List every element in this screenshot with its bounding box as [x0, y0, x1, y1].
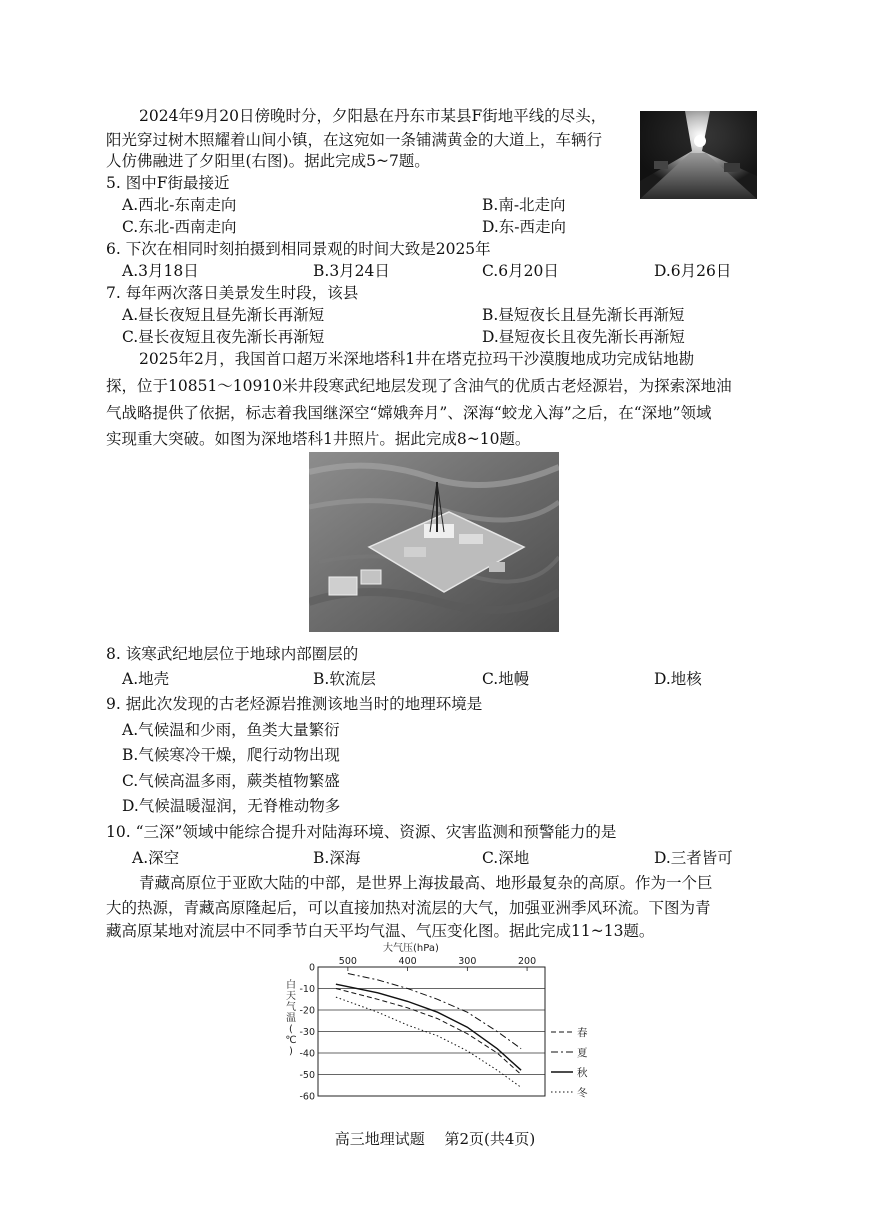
temperature-pressure-chart: [283, 940, 603, 1106]
q10-option-d[interactable]: D.三者皆可: [654, 849, 733, 867]
q7-option-d[interactable]: D.昼短夜长且夜先渐长再渐短: [482, 328, 685, 346]
chart-lines: [336, 974, 521, 1088]
q6-option-c[interactable]: C.6月20日: [482, 262, 559, 280]
y-axis-label-char: 白: [286, 980, 296, 991]
q6-option-a[interactable]: A.3月18日: [122, 262, 199, 280]
q9-option-c[interactable]: C.气候高温多雨，蕨类植物繁盛: [122, 772, 340, 790]
q6-stem: 6. 下次在相同时刻拍摄到相同景观的时间大致是2025年: [106, 240, 491, 258]
y-tick-label: -40: [299, 1048, 315, 1060]
x-tick-label: 500: [338, 956, 357, 967]
series-line-4: [336, 997, 521, 1087]
page-footer: 高三地理试题 第2页(共4页): [334, 1130, 536, 1148]
y-axis-label-char: 天: [286, 991, 296, 1002]
q5-option-d[interactable]: D.东-西走向: [482, 218, 567, 236]
legend-label-2: 夏: [577, 1047, 588, 1059]
q6-option-b[interactable]: B.3月24日: [313, 262, 390, 280]
y-tick-label: 0: [308, 962, 315, 974]
y-tick-label: -60: [299, 1091, 315, 1103]
passage-2-line-2: 探，位于10851～10910米井段寒武纪地层发现了含油气的优质古老烃源岩，为探索深地油: [106, 377, 732, 395]
y-tick-label: -20: [299, 1005, 315, 1017]
q10-option-b[interactable]: B.深海: [313, 849, 361, 867]
passage-2-line-4: 实现重大突破。如图为深地塔科1井照片。据此完成8~10题。: [106, 430, 531, 448]
q7-option-b[interactable]: B.昼短夜长且昼先渐长再渐短: [482, 306, 685, 324]
q7-option-c[interactable]: C.昼长夜短且夜先渐长再渐短: [122, 328, 325, 346]
q8-option-c[interactable]: C.地幔: [482, 670, 530, 688]
y-axis-label-char: (: [289, 1024, 293, 1035]
y-axis-label-char: ): [289, 1046, 293, 1057]
q9-stem: 9. 据此次发现的古老烃源岩推测该地当时的地理环境是: [106, 695, 483, 713]
x-tick-label: 300: [458, 956, 477, 967]
series-line-3: [336, 984, 521, 1070]
q5-option-b[interactable]: B.南-北走向: [482, 196, 566, 214]
q9-option-b[interactable]: B.气候寒冷干燥，爬行动物出现: [122, 746, 340, 764]
y-axis-label-char: ℃: [285, 1035, 297, 1046]
passage-2-line-3: 气战略提供了依据，标志着我国继深空“嫦娥奔月”、深海“蛟龙入海”之后，在“深地”领域: [106, 404, 712, 422]
q7-stem: 7. 每年两次落日美景发生时段，该县: [106, 284, 359, 302]
passage-3-line-1: 青藏高原位于亚欧大陆的中部，是世界上海拔最高、地形最复杂的高原。作为一个巨: [139, 874, 713, 892]
q10-option-c[interactable]: C.深地: [482, 849, 530, 867]
legend-label-1: 春: [577, 1027, 588, 1039]
legend-label-4: 冬: [577, 1087, 588, 1099]
passage-1-line-3: 人仿佛融进了夕阳里(右图)。据此完成5~7题。: [106, 152, 430, 170]
q8-stem: 8. 该寒武纪地层位于地球内部圈层的: [106, 645, 359, 663]
q10-stem: 10. “三深”领域中能综合提升对陆海环境、资源、灾害监测和预警能力的是: [106, 823, 617, 841]
q8-option-d[interactable]: D.地核: [654, 670, 702, 688]
passage-3-line-3: 藏高原某地对流层中不同季节白天平均气温、气压变化图。据此完成11~13题。: [106, 922, 655, 940]
drilling-well-aerial-photo: [309, 452, 559, 632]
y-axis-label-char: 温: [286, 1013, 296, 1024]
q8-option-a[interactable]: A.地壳: [122, 670, 170, 688]
y-tick-label: -10: [299, 984, 315, 995]
q6-option-d[interactable]: D.6月26日: [654, 262, 732, 280]
passage-3-line-2: 大的热源，青藏高原隆起后，可以直接加热对流层的大气，加强亚洲季风环流。下图为青: [106, 899, 711, 917]
q9-option-a[interactable]: A.气候温和少雨，鱼类大量繁衍: [122, 721, 340, 739]
x-tick-label: 200: [518, 956, 537, 967]
q5-option-a[interactable]: A.西北-东南走向: [122, 196, 237, 214]
q7-option-a[interactable]: A.昼长夜短且昼先渐长再渐短: [122, 306, 325, 324]
q5-stem: 5. 图中F街最接近: [106, 174, 230, 192]
passage-1-line-1: 2024年9月20日傍晚时分，夕阳悬在丹东市某县F街地平线的尽头，: [139, 107, 607, 125]
q9-option-d[interactable]: D.气候温暖湿润，无脊椎动物多: [122, 797, 341, 815]
legend-label-3: 秋: [577, 1067, 588, 1079]
chart-legend: [551, 1026, 588, 1099]
sunset-street-photo: [640, 111, 757, 199]
passage-1-line-2: 阳光穿过树木照耀着山间小镇，在这宛如一条铺满黄金的大道上，车辆行: [106, 131, 603, 149]
x-axis-label: 大气压(hPa): [383, 943, 439, 954]
q5-option-c[interactable]: C.东北-西南走向: [122, 218, 237, 236]
q10-option-a[interactable]: A.深空: [132, 849, 180, 867]
y-axis-label: [285, 978, 296, 1057]
chart-grid: [318, 967, 545, 1096]
q8-option-b[interactable]: B.软流层: [313, 670, 376, 688]
y-tick-label: -50: [299, 1070, 315, 1081]
passage-2-line-1: 2025年2月，我国首口超万米深地塔科1井在塔克拉玛干沙漠腹地成功完成钻地勘: [139, 350, 695, 368]
y-axis-label-char: 气: [286, 1002, 296, 1013]
x-tick-label: 400: [398, 956, 417, 967]
y-tick-label: -30: [299, 1027, 315, 1038]
